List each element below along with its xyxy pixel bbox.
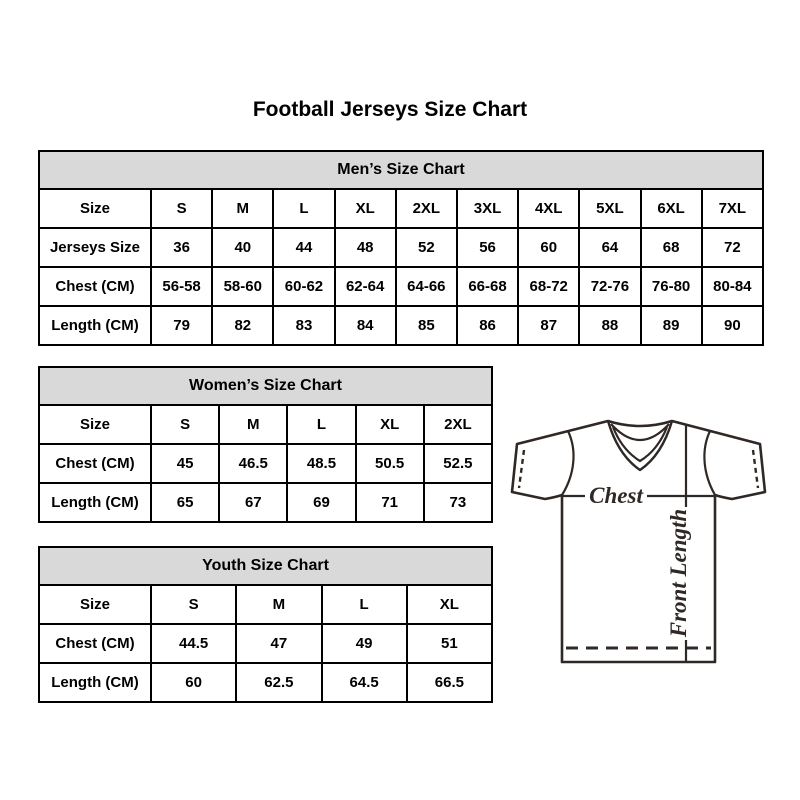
row-label: Length (CM) [39,483,151,522]
table-cell: 72-76 [579,267,640,306]
table-cell: 60-62 [273,267,334,306]
row-label: Chest (CM) [39,624,151,663]
row-label: Length (CM) [39,663,151,702]
table-cell: 49 [322,624,407,663]
table-cell: M [212,189,273,228]
table-cell: 58-60 [212,267,273,306]
table-cell: 67 [219,483,287,522]
table-cell: 62-64 [335,267,396,306]
row-label: Size [39,405,151,444]
table-cell: 87 [518,306,579,345]
table-cell: 66-68 [457,267,518,306]
table-cell: M [219,405,287,444]
table-cell: 90 [702,306,763,345]
table-cell: L [322,585,407,624]
table-row [39,405,492,444]
row-label: Length (CM) [39,306,151,345]
table-cell: M [236,585,321,624]
table-cell: 44.5 [151,624,236,663]
womens-table-title: Women’s Size Chart [39,367,492,405]
table-cell: 4XL [518,189,579,228]
table-cell: 47 [236,624,321,663]
table-cell: 65 [151,483,219,522]
table-cell: 69 [287,483,355,522]
table-cell: 40 [212,228,273,267]
row-label: Size [39,189,151,228]
table-cell: 48.5 [287,444,355,483]
table-cell: 5XL [579,189,640,228]
table-cell: XL [356,405,424,444]
table-cell: XL [407,585,492,624]
table-cell: 52.5 [424,444,492,483]
table-cell: 66.5 [407,663,492,702]
table-cell: 51 [407,624,492,663]
table-row [39,483,492,522]
table-cell: 82 [212,306,273,345]
table-row [39,267,763,306]
table-row [39,189,763,228]
table-cell: 86 [457,306,518,345]
row-label: Chest (CM) [39,444,151,483]
table-cell: 3XL [457,189,518,228]
right-cuff-dash [753,450,758,488]
chest-label: Chest [589,483,643,508]
left-cuff-dash [519,450,524,488]
table-cell: 45 [151,444,219,483]
table-row [39,624,492,663]
table-row [39,585,492,624]
table-cell: 88 [579,306,640,345]
table-cell: 7XL [702,189,763,228]
table-cell: 6XL [641,189,702,228]
table-cell: 36 [151,228,212,267]
table-cell: 64.5 [322,663,407,702]
table-cell: 71 [356,483,424,522]
table-cell: 80-84 [702,267,763,306]
table-cell: 73 [424,483,492,522]
table-cell: 50.5 [356,444,424,483]
womens-size-table [38,366,493,523]
table-cell: 52 [396,228,457,267]
mens-size-table [38,150,764,346]
mens-table-title: Men’s Size Chart [39,151,763,189]
jersey-outline [512,421,765,662]
table-cell: 64-66 [396,267,457,306]
table-cell: 2XL [396,189,457,228]
table-cell: 2XL [424,405,492,444]
table-cell: 60 [151,663,236,702]
table-cell: 48 [335,228,396,267]
table-cell: L [287,405,355,444]
table-cell: 76-80 [641,267,702,306]
table-cell: 60 [518,228,579,267]
table-row [39,663,492,702]
row-label: Jerseys Size [39,228,151,267]
table-cell: S [151,189,212,228]
table-cell: S [151,405,219,444]
table-cell: 56-58 [151,267,212,306]
table-cell: S [151,585,236,624]
table-cell: 44 [273,228,334,267]
table-cell: 83 [273,306,334,345]
table-row [39,228,763,267]
youth-size-table [38,546,493,703]
row-label: Size [39,585,151,624]
table-cell: 56 [457,228,518,267]
table-cell: 72 [702,228,763,267]
table-row [39,306,763,345]
collar-outer-v [608,421,672,470]
table-cell: 46.5 [219,444,287,483]
table-cell: 84 [335,306,396,345]
table-cell: 79 [151,306,212,345]
front-length-label: Front Length [666,508,691,638]
table-cell: 85 [396,306,457,345]
right-sleeve-seam [704,431,715,495]
table-cell: XL [335,189,396,228]
youth-table-title: Youth Size Chart [39,547,492,585]
jersey-measurement-diagram [500,400,780,680]
table-cell: 64 [579,228,640,267]
page-title: Football Jerseys Size Chart [252,98,528,121]
table-cell: 62.5 [236,663,321,702]
table-cell: 68-72 [518,267,579,306]
table-cell: L [273,189,334,228]
table-cell: 68 [641,228,702,267]
left-sleeve-seam [562,431,574,495]
row-label: Chest (CM) [39,267,151,306]
table-cell: 89 [641,306,702,345]
table-row [39,444,492,483]
